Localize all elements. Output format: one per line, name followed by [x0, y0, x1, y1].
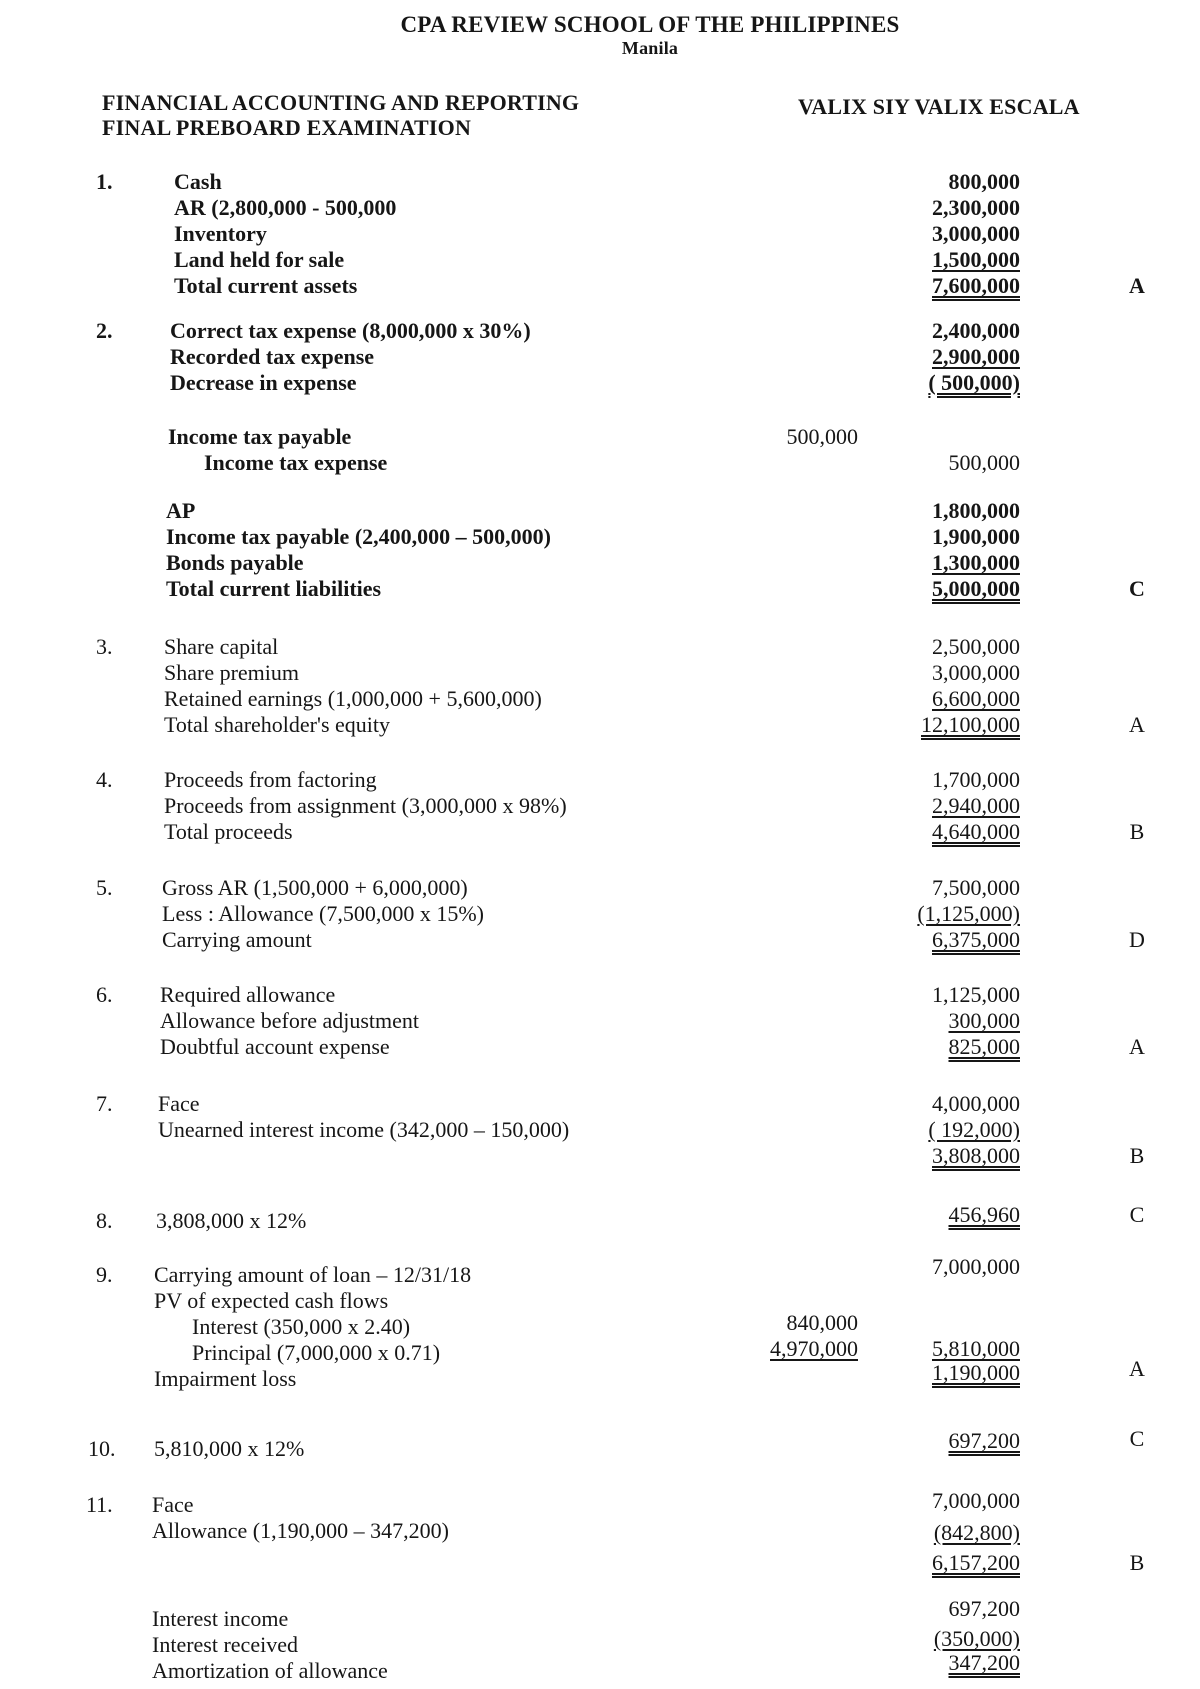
answer-letter: C	[1129, 1426, 1145, 1451]
answer-letter: B	[1129, 819, 1145, 844]
total-amount: 456,960	[948, 1202, 1020, 1227]
total-amount: 6,157,200	[932, 1550, 1020, 1575]
item-number: 2.	[96, 318, 113, 343]
city-name: Manila	[621, 38, 679, 58]
total-amount: 6,375,000	[932, 927, 1020, 952]
answer-letter: A	[1129, 273, 1145, 298]
line-label: Impairment loss	[154, 1366, 297, 1391]
line-label: Amortization of allowance	[152, 1658, 388, 1683]
line-label: Total proceeds	[164, 819, 293, 844]
line-label: AP	[166, 498, 196, 523]
item-number: 1.	[96, 169, 113, 194]
sub-amount: 4,970,000	[770, 1336, 858, 1361]
line-label: 5,810,000 x 12%	[154, 1436, 305, 1461]
line-amount: 6,600,000	[932, 686, 1020, 711]
line-label: Correct tax expense (8,000,000 x 30%)	[170, 318, 531, 343]
line-label: Face	[158, 1091, 200, 1116]
total-amount: 825,000	[948, 1034, 1020, 1059]
current-liabilities	[0, 498, 1200, 602]
line-label: Unearned interest income (342,000 – 150,000)	[158, 1117, 570, 1142]
item-6	[0, 982, 1200, 1060]
item-number: 9.	[96, 1262, 113, 1287]
item-number: 5.	[96, 875, 113, 900]
line-label: Interest received	[152, 1632, 298, 1657]
item-number: 3.	[96, 634, 113, 659]
line-label: Face	[152, 1492, 194, 1517]
line-label: Total current assets	[174, 273, 358, 298]
item-1	[0, 169, 1200, 299]
line-label: Income tax payable (2,400,000 – 500,000)	[166, 524, 551, 549]
item-9	[0, 1254, 1200, 1392]
item-5	[0, 875, 1200, 953]
line-amount: 300,000	[948, 1008, 1020, 1033]
line-amount: 2,900,000	[932, 344, 1020, 369]
line-amount: 1,800,000	[932, 498, 1020, 523]
line-label: Share capital	[164, 634, 279, 659]
line-amount: 1,125,000	[932, 982, 1020, 1007]
line-amount: 1,500,000	[932, 247, 1020, 272]
line-amount: 2,940,000	[932, 793, 1020, 818]
line-label: 3,808,000 x 12%	[156, 1208, 307, 1233]
entry-debit-amount: 500,000	[786, 424, 858, 449]
line-amount: 7,000,000	[932, 1254, 1020, 1279]
item-4	[0, 767, 1200, 845]
total-amount: 7,600,000	[932, 273, 1020, 298]
line-label: Carrying amount	[162, 927, 312, 952]
line-amount: 7,000,000	[932, 1488, 1020, 1513]
line-amount: ( 192,000)	[928, 1117, 1020, 1142]
line-label: Retained earnings (1,000,000 + 5,600,000)	[164, 686, 542, 711]
line-amount: 3,000,000	[932, 660, 1020, 685]
line-amount: 3,000,000	[932, 221, 1020, 246]
line-label: Gross AR (1,500,000 + 6,000,000)	[162, 875, 468, 900]
entry-credit-amount: 500,000	[948, 450, 1020, 475]
line-amount: (350,000)	[933, 1626, 1020, 1651]
line-label: AR (2,800,000 - 500,000	[174, 195, 397, 220]
sub-amount: 840,000	[786, 1310, 858, 1335]
line-label: Bonds payable	[166, 550, 304, 575]
answer-letter: D	[1129, 927, 1145, 952]
allowance-amortization	[0, 1596, 1200, 1684]
line-amount: 1,900,000	[932, 524, 1020, 549]
line-amount: ( 500,000)	[928, 370, 1020, 395]
line-label: Inventory	[174, 221, 267, 246]
line-label: Recorded tax expense	[170, 344, 375, 369]
total-amount: 4,640,000	[932, 819, 1020, 844]
answer-letter: B	[1129, 1143, 1145, 1168]
line-amount: 7,500,000	[932, 875, 1020, 900]
line-label: Doubtful account expense	[160, 1034, 390, 1059]
line-label: Decrease in expense	[170, 370, 357, 395]
line-label: Required allowance	[160, 982, 336, 1007]
answer-letter: A	[1129, 1356, 1145, 1381]
school-name: CPA REVIEW SCHOOL OF THE PHILIPPINES	[400, 12, 900, 37]
item-11	[0, 1488, 1200, 1575]
item-10	[0, 1426, 1200, 1462]
line-amount: 5,810,000	[932, 1336, 1020, 1361]
authors: VALIX SIY VALIX ESCALA	[798, 94, 1080, 119]
line-amount: 1,300,000	[932, 550, 1020, 575]
line-label: Allowance before adjustment	[160, 1008, 420, 1033]
answer-letter: B	[1129, 1550, 1145, 1575]
item-number: 10.	[88, 1436, 116, 1461]
item-number: 6.	[96, 982, 113, 1007]
item-2	[0, 318, 1200, 396]
line-amount: 697,200	[948, 1596, 1020, 1621]
line-amount: 2,400,000	[932, 318, 1020, 343]
item-number: 11.	[86, 1492, 113, 1517]
entry-debit-account: Income tax payable	[168, 424, 352, 449]
entry-credit-account: Income tax expense	[204, 450, 388, 475]
total-amount: 1,190,000	[932, 1360, 1020, 1385]
line-amount: 800,000	[948, 169, 1020, 194]
total-amount: 5,000,000	[932, 576, 1020, 601]
line-label: Less : Allowance (7,500,000 x 15%)	[162, 901, 484, 926]
line-amount: (842,800)	[933, 1520, 1020, 1545]
subject-title: FINANCIAL ACCOUNTING AND REPORTING	[102, 90, 580, 115]
total-amount: 697,200	[948, 1428, 1020, 1453]
line-label: Total current liabilities	[166, 576, 382, 601]
item-8	[0, 1202, 1200, 1234]
item-3	[0, 634, 1200, 738]
item-number: 7.	[96, 1091, 113, 1116]
total-amount: 3,808,000	[932, 1143, 1020, 1168]
line-label: Proceeds from factoring	[164, 767, 377, 792]
journal-entry	[0, 424, 1200, 476]
item-7	[0, 1091, 1200, 1169]
line-label: Carrying amount of loan – 12/31/18	[154, 1262, 472, 1287]
line-label: Interest income	[152, 1606, 289, 1631]
answer-letter: C	[1129, 576, 1145, 601]
exam-title: FINAL PREBOARD EXAMINATION	[102, 115, 472, 140]
line-label: Total shareholder's equity	[164, 712, 391, 737]
line-amount: 2,500,000	[932, 634, 1020, 659]
line-label: Land held for sale	[174, 247, 345, 272]
answer-letter: C	[1129, 1202, 1145, 1227]
total-amount: 347,200	[948, 1650, 1020, 1675]
line-label: Interest (350,000 x 2.40)	[192, 1314, 411, 1339]
answer-letter: A	[1129, 712, 1145, 737]
line-label: Cash	[174, 169, 222, 194]
line-label: PV of expected cash flows	[154, 1288, 389, 1313]
line-label: Proceeds from assignment (3,000,000 x 98%)	[164, 793, 567, 818]
total-amount: 12,100,000	[921, 712, 1020, 737]
line-label: Principal (7,000,000 x 0.71)	[192, 1340, 441, 1365]
line-amount: (1,125,000)	[917, 901, 1020, 926]
item-number: 4.	[96, 767, 113, 792]
line-label: Allowance (1,190,000 – 347,200)	[152, 1518, 449, 1543]
item-number: 8.	[96, 1208, 113, 1233]
line-label: Share premium	[164, 660, 300, 685]
line-amount: 1,700,000	[932, 767, 1020, 792]
answer-letter: A	[1129, 1034, 1145, 1059]
line-amount: 2,300,000	[932, 195, 1020, 220]
line-amount: 4,000,000	[932, 1091, 1020, 1116]
